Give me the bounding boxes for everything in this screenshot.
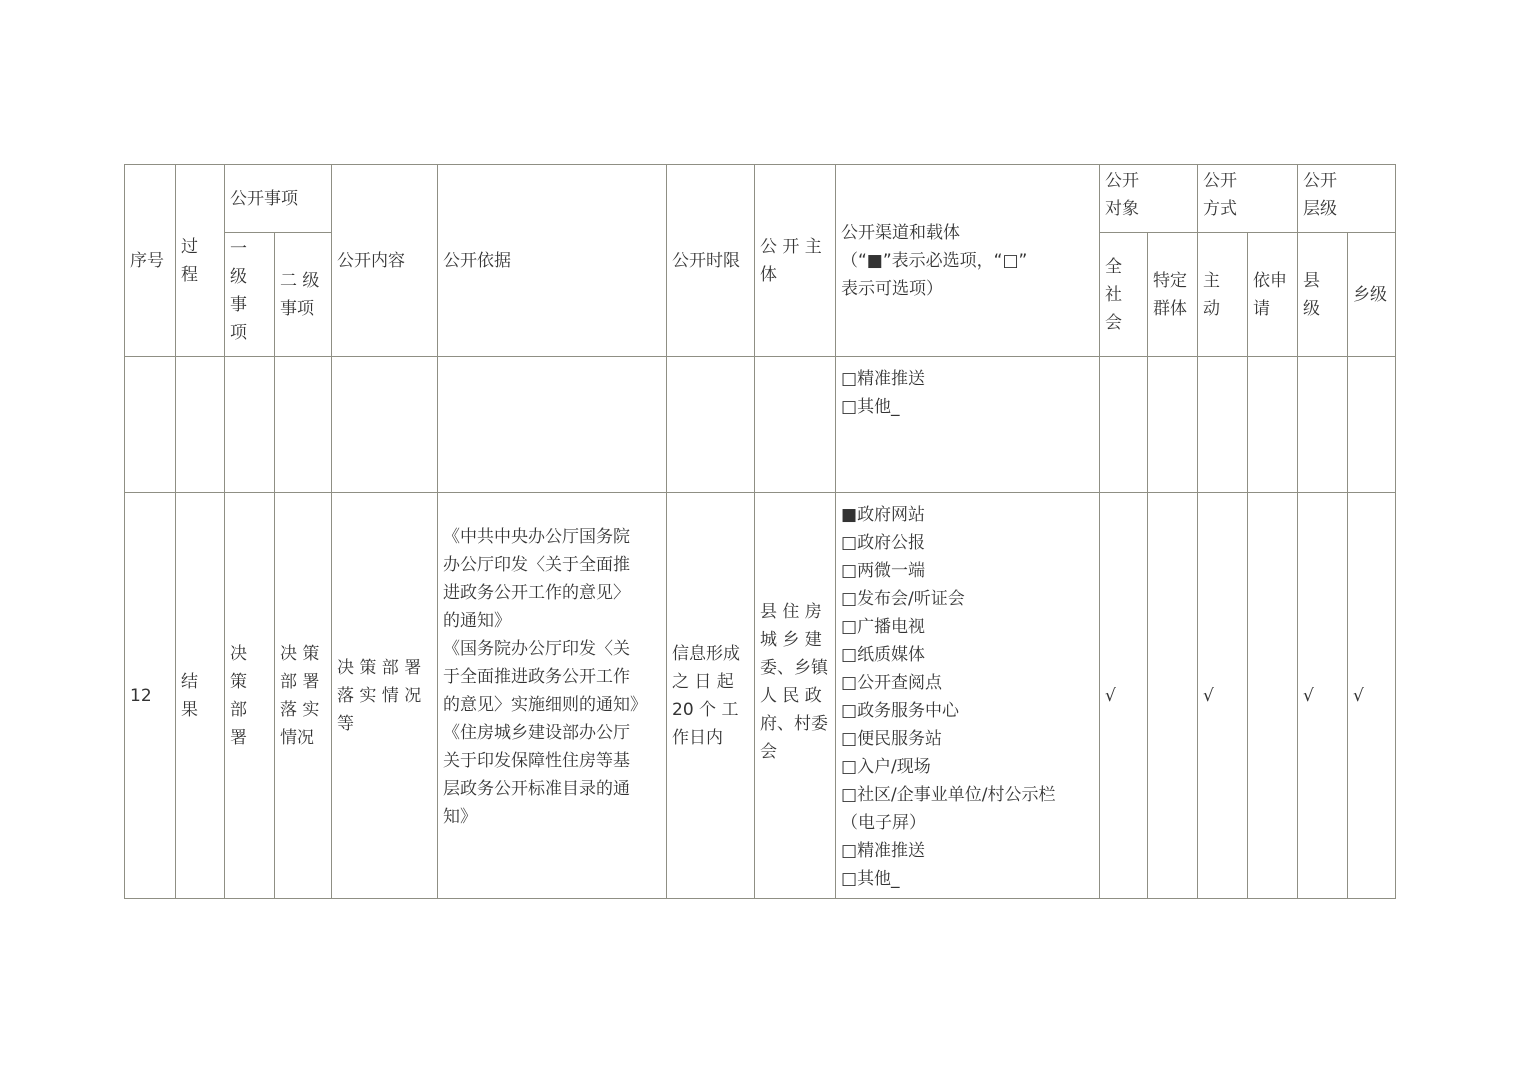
header-level2: 二 级事项 [275, 233, 332, 357]
channel-option: □政务服务中心 [841, 701, 960, 721]
cont-channel-options [836, 357, 1100, 493]
header-target: 公开对象 [1100, 165, 1198, 233]
header-channel-line2: （“■”表示必选项，“□” [841, 250, 1028, 271]
row12-level-county-check: √ [1298, 493, 1348, 899]
header-process: 过程 [176, 165, 225, 357]
cont-time-limit [667, 357, 755, 493]
header-level: 公开层级 [1298, 165, 1396, 233]
row12-level-township-check: √ [1348, 493, 1396, 899]
cont-process [176, 357, 225, 493]
channel-option: □社区/企事业单位/村公示栏 [841, 785, 1056, 805]
cont-method-active [1198, 357, 1248, 493]
channel-option: （电子屏） [841, 813, 926, 833]
table-row-12 [125, 493, 1396, 899]
cont-level2 [275, 357, 332, 493]
header-level-county: 县级 [1298, 233, 1348, 357]
header-basis: 公开依据 [438, 165, 667, 357]
channel-option: □广播电视 [841, 617, 926, 637]
row12-target-all-check: √ [1100, 493, 1148, 899]
channel-option: □其他_ [841, 397, 900, 417]
cont-content [332, 357, 438, 493]
header-content: 公开内容 [332, 165, 438, 357]
header-level-township: 乡级 [1348, 233, 1396, 357]
cont-seq [125, 357, 176, 493]
cont-target-specific [1148, 357, 1198, 493]
continued-row [125, 357, 1396, 493]
channel-option: □精准推送 [841, 841, 926, 861]
header-method-active: 主动 [1198, 233, 1248, 357]
channel-option: □便民服务站 [841, 729, 943, 749]
header-channel-line3: 表示可选项） [841, 278, 943, 299]
row12-level1: 决策部署 [225, 493, 275, 899]
header-level1: 一级事项 [225, 233, 275, 357]
header-time-limit: 公开时限 [667, 165, 755, 357]
row12-process: 结果 [176, 493, 225, 899]
header-target-specific: 特定群体 [1148, 233, 1198, 357]
channel-option: □政府公报 [841, 533, 926, 553]
row12-seq: 12 [125, 493, 176, 899]
row12-basis: 《中共中央办公厅国务院 办公厅印发〈关于全面推 进政务公开工作的意见〉 的通知》 《国务院办公厅印发〈关 于全面推进政务公开工作 的意见〉实施细则的通知》 《住房城乡建设部办公厅 关于印发保障性住房等基 层政务公开标准目录的通 知》 [438, 493, 667, 899]
row12-subject: 县 住 房城 乡 建委、乡镇人 民 政府、村委会 [755, 493, 836, 899]
cont-level1 [225, 357, 275, 493]
header-channel [836, 165, 1100, 357]
header-method: 公开方式 [1198, 165, 1298, 233]
cont-target-all [1100, 357, 1148, 493]
cont-level-county [1298, 357, 1348, 493]
disclosure-standard-table [124, 164, 1396, 899]
header-row-1 [125, 165, 1396, 233]
header-target-all: 全社会 [1100, 233, 1148, 357]
channel-option: □公开查阅点 [841, 673, 943, 693]
channel-option: □两微一端 [841, 561, 926, 581]
row12-time-limit: 信息形成之 日 起20 个 工作日内 [667, 493, 755, 899]
row12-method-active-check: √ [1198, 493, 1248, 899]
cont-level-township [1348, 357, 1396, 493]
header-items: 公开事项 [225, 165, 332, 233]
channel-option: □精准推送 [841, 369, 926, 389]
row12-channel-options [836, 493, 1100, 899]
channel-option: □其他_ [841, 869, 900, 889]
row12-method-request-check [1248, 493, 1298, 899]
row12-level2: 决 策部 署落 实情况 [275, 493, 332, 899]
cont-subject [755, 357, 836, 493]
cont-basis [438, 357, 667, 493]
channel-option: □发布会/听证会 [841, 589, 965, 609]
row12-target-specific-check [1148, 493, 1198, 899]
channel-option: ■政府网站 [841, 505, 926, 525]
row12-content: 决 策 部 署落 实 情 况等 [332, 493, 438, 899]
channel-option: □纸质媒体 [841, 645, 926, 665]
channel-option: □入户/现场 [841, 757, 931, 777]
header-method-request: 依申请 [1248, 233, 1298, 357]
header-channel-line1: 公开渠道和载体 [841, 222, 960, 243]
header-seq: 序号 [125, 165, 176, 357]
header-subject: 公 开 主体 [755, 165, 836, 357]
cont-method-request [1248, 357, 1298, 493]
